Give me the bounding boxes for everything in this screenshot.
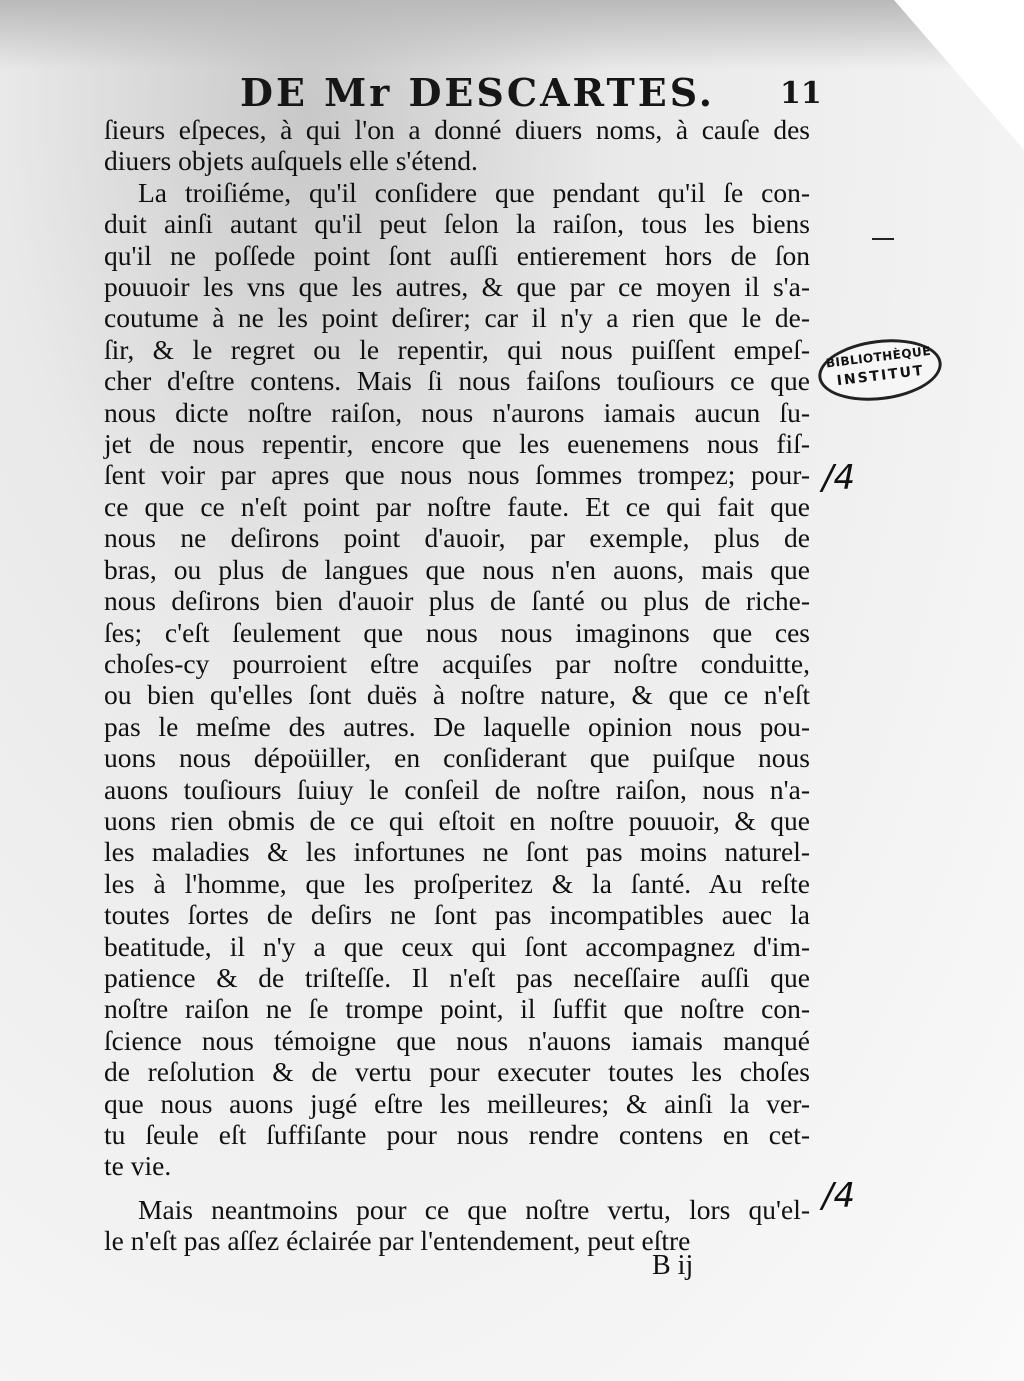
text-line: uons nous dépoüiller, en conſiderant que puiſque nous [104, 742, 810, 774]
text-line: qu'il ne poſſede point ſont auſſi entierement hors de ſon [104, 239, 810, 271]
text-line: te vie. [104, 1150, 172, 1182]
stamp-line-1: BIBLIOTHÈQUE [825, 343, 932, 371]
text-line: ou bien qu'elles ſont duës à noſtre nature, & que ce n'eſt [104, 679, 810, 711]
text-line: ſir, & le regret ou le repentir, qui nous puiſſent empeſ- [104, 333, 810, 365]
text-line: coutume à ne les point deſirer; car il n'y a rien que le de- [104, 302, 810, 334]
text-line: ce que ce n'eſt point par noſtre faute. Et ce qui fait que [104, 490, 810, 522]
text-line: tu ſeule eſt ſuffiſante pour nous rendre contens en cet- [104, 1119, 810, 1150]
paragraph [104, 1194, 810, 1257]
library-stamp [815, 333, 945, 408]
running-header [0, 70, 1024, 120]
signature-mark: B ij [652, 1250, 694, 1281]
text-line: les à l'homme, que les proſperitez & la ſanté. Au reſte [104, 867, 810, 899]
text-line: ſes; c'eſt ſeulement que nous nous imaginons que ces [104, 616, 810, 648]
text-line: que nous auons jugé eſtre les meilleures; & ainſi la ver- [104, 1087, 810, 1119]
text-line: de reſolution & de vertu pour executer toutes les choſes [104, 1056, 810, 1088]
text-line: ſcience nous témoigne que nous n'auons iamais manqué [104, 1024, 810, 1056]
margin-note: /4 [822, 1176, 856, 1216]
header-title: DE Mr DESCARTES. [240, 70, 716, 115]
text-line: choſes-cy pourroient eſtre acquiſes par noſtre conduitte, [104, 647, 810, 679]
text-line: La troiſiéme, qu'il conſidere que pendant qu'il ſe con- [138, 176, 810, 208]
text-line: pouuoir les vns que les autres, & que par ce moyen il s'a- [104, 271, 810, 303]
stamp-line-2: INSTITUT [835, 362, 926, 390]
scan-shadow [0, 0, 1024, 70]
page-number: 11 [780, 76, 822, 111]
text-line: duit ainſi autant qu'il peut ſelon la raiſon, tous les biens [104, 208, 810, 240]
margin-mark [872, 238, 894, 240]
text-line: ſent voir par apres que nous nous ſommes trompez; pour- [104, 459, 810, 491]
text-line: nous dicte noſtre raiſon, nous n'aurons iamais aucun ſu- [104, 396, 810, 428]
text-line: jet de nous repentir, encore que les euenemens nous fiſ- [104, 428, 810, 460]
text-line: pas le meſme des autres. De laquelle opinion nous pou- [104, 710, 810, 742]
text-line: ſieurs eſpeces, à qui l'on a donné diuers noms, à cauſe des [104, 114, 810, 145]
text-line: Mais neantmoins pour ce que noſtre vertu, lors qu'el- [138, 1193, 810, 1225]
text-line: toutes ſortes de deſirs ne ſont pas incompatibles auec la [104, 899, 810, 931]
text-line: diuers objets auſquels elle s'étend. [104, 145, 478, 177]
paragraph [104, 177, 810, 1182]
text-line: nous ne deſirons point d'auoir, par exemple, plus de [104, 522, 810, 554]
paragraph-gap [104, 1182, 810, 1194]
text-line: patience & de triſteſſe. Il n'eſt pas neceſſaire auſſi que [104, 961, 810, 993]
body-text [104, 114, 810, 1257]
paragraph [104, 114, 810, 177]
text-line: auons touſiours ſuiuy le conſeil de noſtre raiſon, nous n'a- [104, 773, 810, 805]
margin-note: /4 [822, 458, 856, 498]
text-line: noſtre raiſon ne ſe trompe point, il ſuffit que noſtre con- [104, 993, 810, 1025]
text-line: nous deſirons bien d'auoir plus de ſanté ou plus de riche- [104, 585, 810, 617]
text-line: les maladies & les infortunes ne ſont pas moins naturel- [104, 836, 810, 868]
text-line: bras, ou plus de langues que nous n'en auons, mais que [104, 553, 810, 585]
text-line: cher d'eſtre contens. Mais ſi nous faiſons touſiours ce que [104, 365, 810, 397]
text-line: le n'eſt pas aſſez éclairée par l'entendement, peut eſtre [104, 1225, 691, 1257]
text-line: uons rien obmis de ce qui eſtoit en noſtre pouuoir, & que [104, 804, 810, 836]
text-line: beatitude, il n'y a que ceux qui ſont accompagnez d'im- [104, 930, 810, 962]
